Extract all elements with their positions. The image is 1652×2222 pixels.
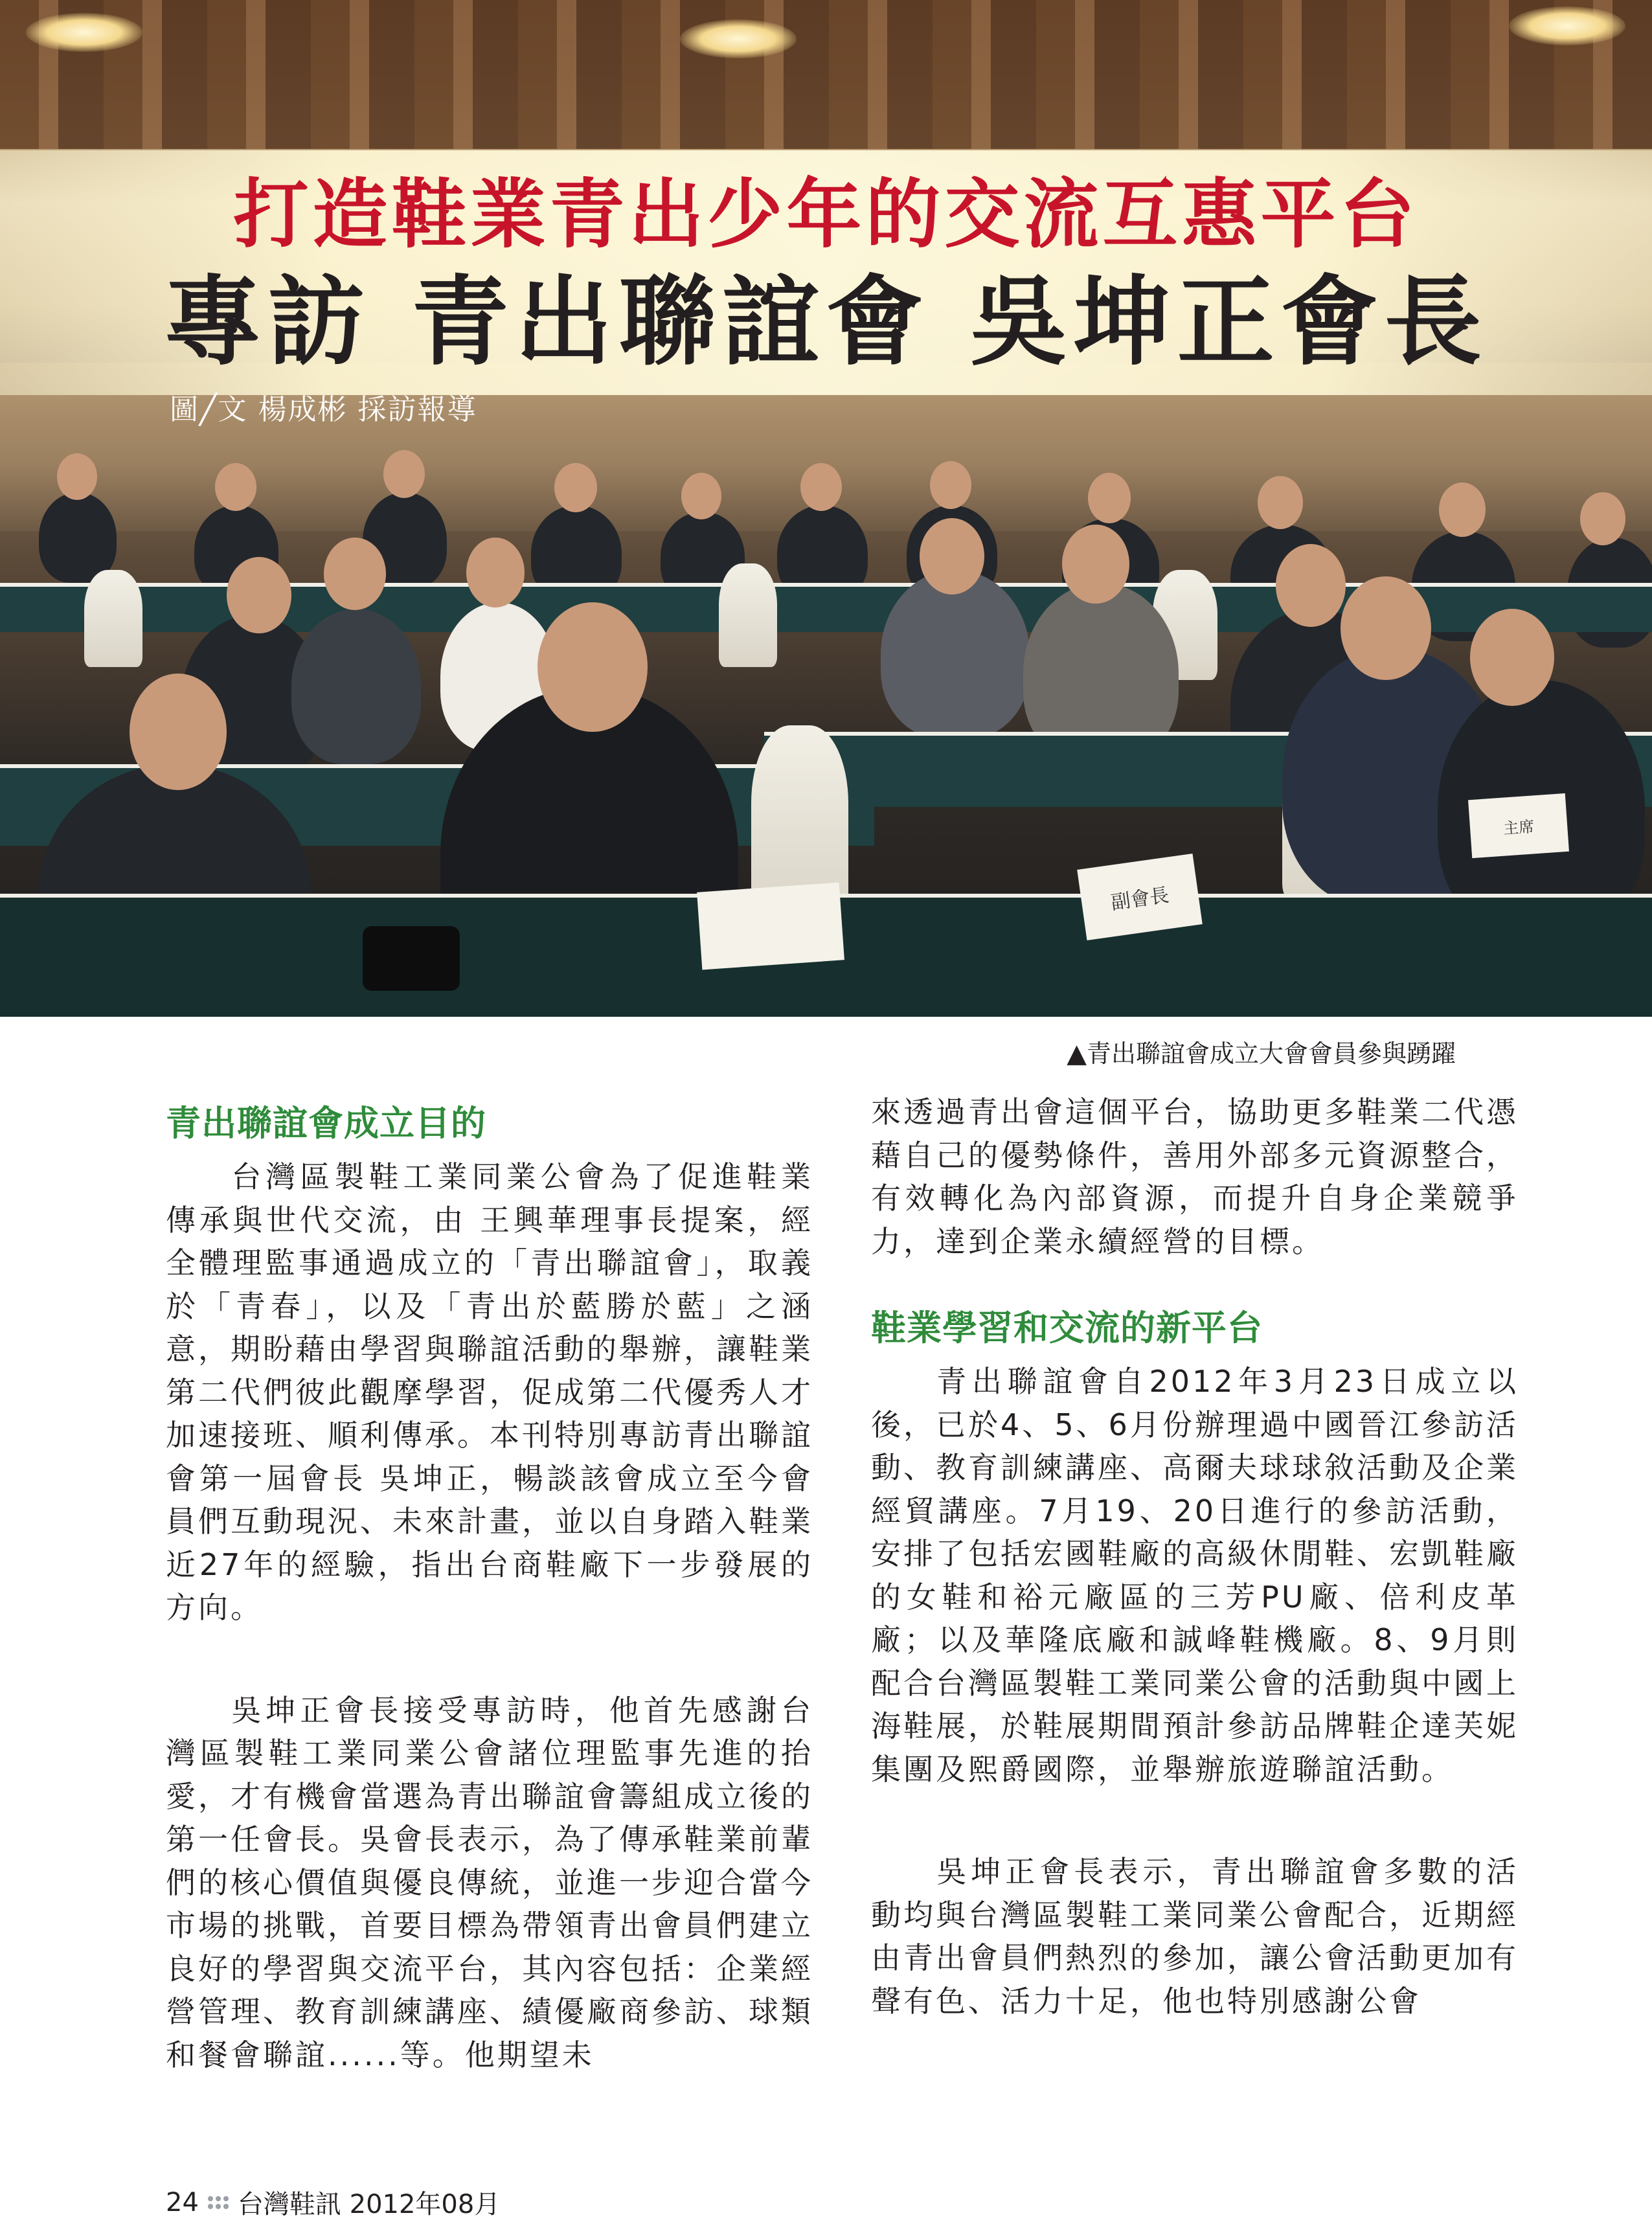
attendee-head [930, 461, 971, 509]
page-footer [166, 2184, 500, 2221]
desk-sign-label: 主席 [1502, 817, 1535, 838]
dots-icon [208, 2196, 229, 2209]
section-heading: 鞋業學習和交流的新平台 [871, 1308, 1263, 1348]
ceiling-light [1509, 6, 1625, 45]
article-paragraph: 青出聯誼會自2012年3月23日成立以後，已於4、5、6月份辦理過中國晉江參訪活動、教育訓練講座、高爾夫球球敘活動及企業經貿講座。7月19、20日進行的參訪活動，安排了包括宏國鞋廠的高級休閒鞋、宏凱鞋廠的女鞋和裕元廠區的三芳PU廠、倍利皮革廠；以及華隆底廠和誠峰鞋機廠。8、9月則配合台灣區製鞋工業同業公會的活動與中國上海鞋展，於鞋展期間預計參訪品牌鞋企達芙妮集團及熙爵國際，並舉辦旅遊聯誼活動。 [871, 1364, 1519, 1787]
attendee [881, 570, 1030, 738]
attendee-head [920, 518, 984, 595]
attendee-head [1580, 492, 1625, 545]
ceiling [0, 0, 1652, 149]
attendee-head [130, 674, 227, 790]
desk-sign [1468, 793, 1569, 858]
photo-caption [1067, 1034, 1456, 1069]
attendee-head [800, 463, 842, 511]
notebook [697, 882, 844, 969]
attendee [291, 609, 421, 764]
attendee-head [681, 473, 721, 519]
headline-title: 打造鞋業青出少年的交流互惠平台 [233, 171, 1419, 258]
paragraph-spacer [166, 1629, 813, 1689]
camera [363, 926, 460, 991]
section-heading: 青出聯誼會成立目的 [166, 1103, 486, 1144]
attendee-head [1088, 473, 1131, 523]
byline: 圖╱文 楊成彬 採訪報導 [170, 393, 477, 426]
chair [719, 563, 777, 667]
article-paragraph: 來透過青出會這個平台，協助更多鞋業二代憑藉自己的優勢條件，善用外部多元資源整合，有效轉化為內部資源，而提升自身企業競爭力，達到企業永續經營的目標。 [871, 1094, 1519, 1259]
attendee-head [1258, 476, 1303, 529]
article-column-left [166, 1101, 813, 2076]
publication-name: 台灣鞋訊 2012年08月 [237, 2190, 501, 2219]
attendee-head [1341, 576, 1431, 680]
page-number: 24 [166, 2187, 199, 2217]
attendee-head [227, 557, 291, 633]
attendee [39, 492, 117, 583]
ceiling-light [26, 13, 142, 52]
attendee-head [1062, 525, 1129, 604]
attendee-head [324, 538, 386, 610]
attendee-head [1276, 544, 1346, 627]
attendee-head [554, 463, 597, 512]
headline-subtitle: 專訪 青出聯誼會 吳坤正會長 [164, 266, 1488, 379]
chair [84, 570, 142, 667]
attendee-head [383, 450, 425, 498]
article-paragraph: 吳坤正會長表示，青出聯誼會多數的活動均與台灣區製鞋工業同業公會配合，近期經由青出會員們熱烈的參加，讓公會活動更加有聲有色、活力十足，他也特別感謝公會 [871, 1854, 1519, 2019]
desk-sign-label: 副會長 [1109, 883, 1171, 915]
attendee-head [1470, 609, 1554, 706]
paragraph-spacer [871, 1263, 1519, 1306]
attendee-head [215, 463, 256, 511]
triangle-icon: ▲ [1067, 1039, 1087, 1069]
paragraph-spacer [871, 1791, 1519, 1850]
attendee-head [1439, 482, 1486, 537]
article-paragraph: 台灣區製鞋工業同業公會為了促進鞋業傳承與世代交流，由 王興華理事長提案，經全體理監事通過成立的「青出聯誼會」，取義於「青春」，以及「青出於藍勝於藍」之涵意，期盼藉由學習與聯誼活動的舉辦，讓鞋業第二代們彼此觀摩學習，促成第二代優秀人才加速接班、順利傳承。本刊特別專訪青出聯誼會第一屆會長 吳坤正，暢談該會成立至今會員們互動現況、未來計畫，並以自身踏入鞋業近27年的經驗，指出台商鞋廠下一步發展的方向。 [166, 1159, 813, 1626]
attendee-head [537, 602, 648, 732]
ceiling-light [680, 19, 797, 58]
photo-caption-text: 青出聯誼會成立大會會員參與踴躍 [1086, 1039, 1456, 1068]
article-column-right [871, 1091, 1519, 2023]
article-paragraph: 吳坤正會長接受專訪時，他首先感謝台灣區製鞋工業同業公會諸位理監事先進的抬愛，才有機會當選為青出聯誼會籌組成立後的第一任會長。吳會長表示，為了傳承鞋業前輩們的核心價值與優良傳統，並進一步迎合當今市場的挑戰，首要目標為帶領青出會員們建立良好的學習與交流平台，其內容包括：企業經營管理、教育訓練講座、績優廠商參訪、球類和餐會聯誼......等。他期望未 [166, 1692, 813, 2072]
attendee-head [57, 453, 97, 500]
attendee-head [466, 538, 525, 607]
